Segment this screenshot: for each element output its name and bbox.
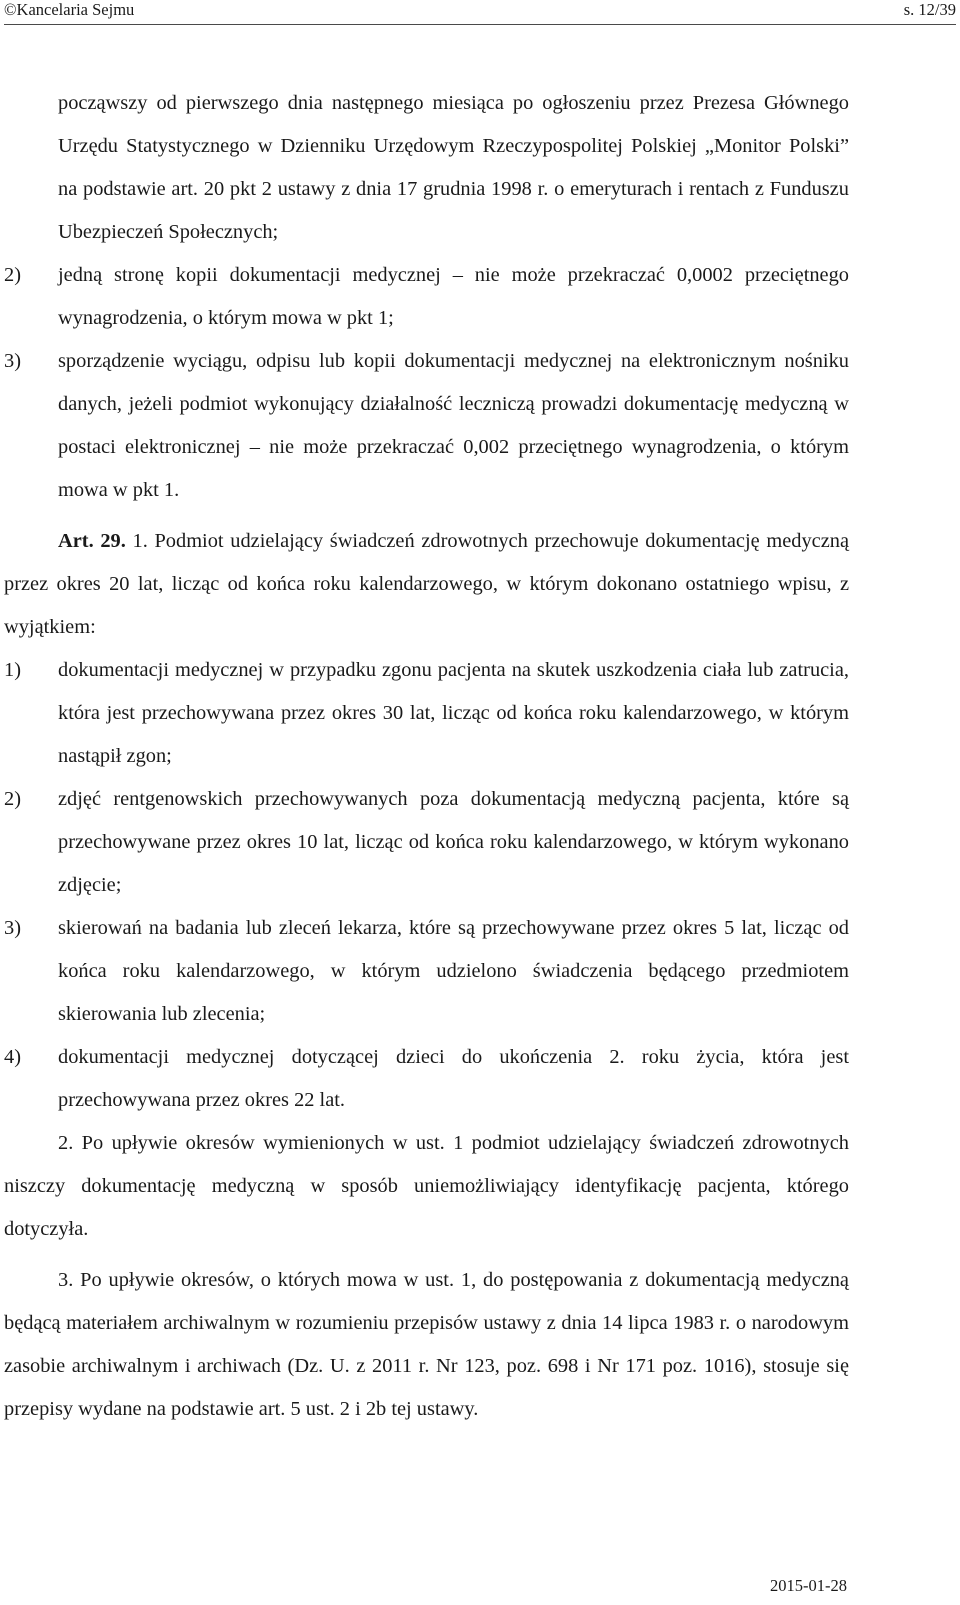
list-item-text: zdjęć rentgenowskich przechowywanych poza dokumentacją medyczną pacjenta, które są przechowywane przez okres 10 lat, licząc od końca roku kalendarzowego, w którym wykonano zdjęcie;: [58, 788, 849, 897]
paragraph-ust-3: 3. Po upływie okresów, o których mowa w ust. 1, do postępowania z dokumentacją medyczną będącą materiałem archiwalnym w rozumieniu przepisów ustawy z dnia 14 lipca 1983 r. o narodowym zasobie archiwalnym i archiwach (Dz. U. z 2011 r. Nr 123, poz. 698 i Nr 171 poz. 1016), stosuje się przepisy wydane na podstawie art. 5 ust. 2 i 2b tej ustawy.: [4, 1269, 849, 1421]
article-label: Art. 29.: [58, 530, 126, 553]
continuation-paragraph: począwszy od pierwszego dnia następnego miesiąca po ogłoszeniu przez Prezesa Głównego Urzędu Statystycznego w Dzienniku Urzędowym Rzeczypospolitej Polskiej „Monitor Polski” na podstawie art. 20 pkt 2 ustawy z dnia 17 grudnia 1998 r. o emeryturach i rentach z Funduszu Ubezpieczeń Społecznych;: [58, 92, 849, 243]
list-item: [4, 340, 849, 512]
list-item-number: 3): [4, 350, 21, 372]
header-publisher: ©Kancelaria Sejmu: [4, 0, 135, 19]
footer-date: 2015-01-28: [770, 1576, 847, 1595]
list-item-text: dokumentacji medycznej dotyczącej dzieci do ukończenia 2. roku życia, która jest przechowywana przez okres 22 lat.: [58, 1046, 849, 1112]
list-item: [4, 778, 849, 907]
document-body: [4, 82, 849, 1431]
list-item-number: 2): [4, 788, 21, 811]
list-item: [4, 254, 849, 340]
list-item: [4, 907, 849, 1036]
list-item-text: skierowań na badania lub zleceń lekarza, które są przechowywane przez okres 5 lat, licząc od końca roku kalendarzowego, w którym udzielono świadczenia będącego przedmiotem skierowania lub zlecenia;: [58, 917, 849, 1026]
page-header: [4, 0, 956, 25]
list-item-number: 2): [4, 264, 21, 286]
list-item-number: 3): [4, 917, 21, 940]
list-item-number: 4): [4, 1046, 21, 1069]
paragraph-ust-2: 2. Po upływie okresów wymienionych w ust. 1 podmiot udzielający świadczeń zdrowotnych niszczy dokumentację medyczną w sposób uniemożliwiający identyfikację pacjenta, którego dotyczyła.: [4, 1132, 849, 1241]
list-item: [4, 649, 849, 778]
list-item-text: jedną stronę kopii dokumentacji medycznej – nie może przekraczać 0,0002 przeciętnego wynagrodzenia, o którym mowa w pkt 1;: [58, 264, 849, 329]
list-item: [4, 1036, 849, 1122]
list-item-text: sporządzenie wyciągu, odpisu lub kopii dokumentacji medycznej na elektronicznym nośniku danych, jeżeli podmiot wykonujący działalność leczniczą prowadzi dokumentację medyczną w postaci elektronicznej – nie może przekraczać 0,002 przeciętnego wynagrodzenia, o którym mowa w pkt 1.: [58, 350, 849, 501]
list-item-number: 1): [4, 659, 21, 682]
header-page-number: s. 12/39: [903, 0, 956, 19]
article-text: 1. Podmiot udzielający świadczeń zdrowotnych przechowuje dokumentację medyczną przez okres 20 lat, licząc od końca roku kalendarzowego, w którym dokonano ostatniego wpisu, z wyjątkiem:: [4, 530, 849, 639]
list-item-text: dokumentacji medycznej w przypadku zgonu pacjenta na skutek uszkodzenia ciała lub zatrucia, która jest przechowywana przez okres 30 lat, licząc od końca roku kalendarzowego, w którym nastąpił zgon;: [58, 659, 849, 768]
article-29-paragraph: [4, 520, 849, 649]
